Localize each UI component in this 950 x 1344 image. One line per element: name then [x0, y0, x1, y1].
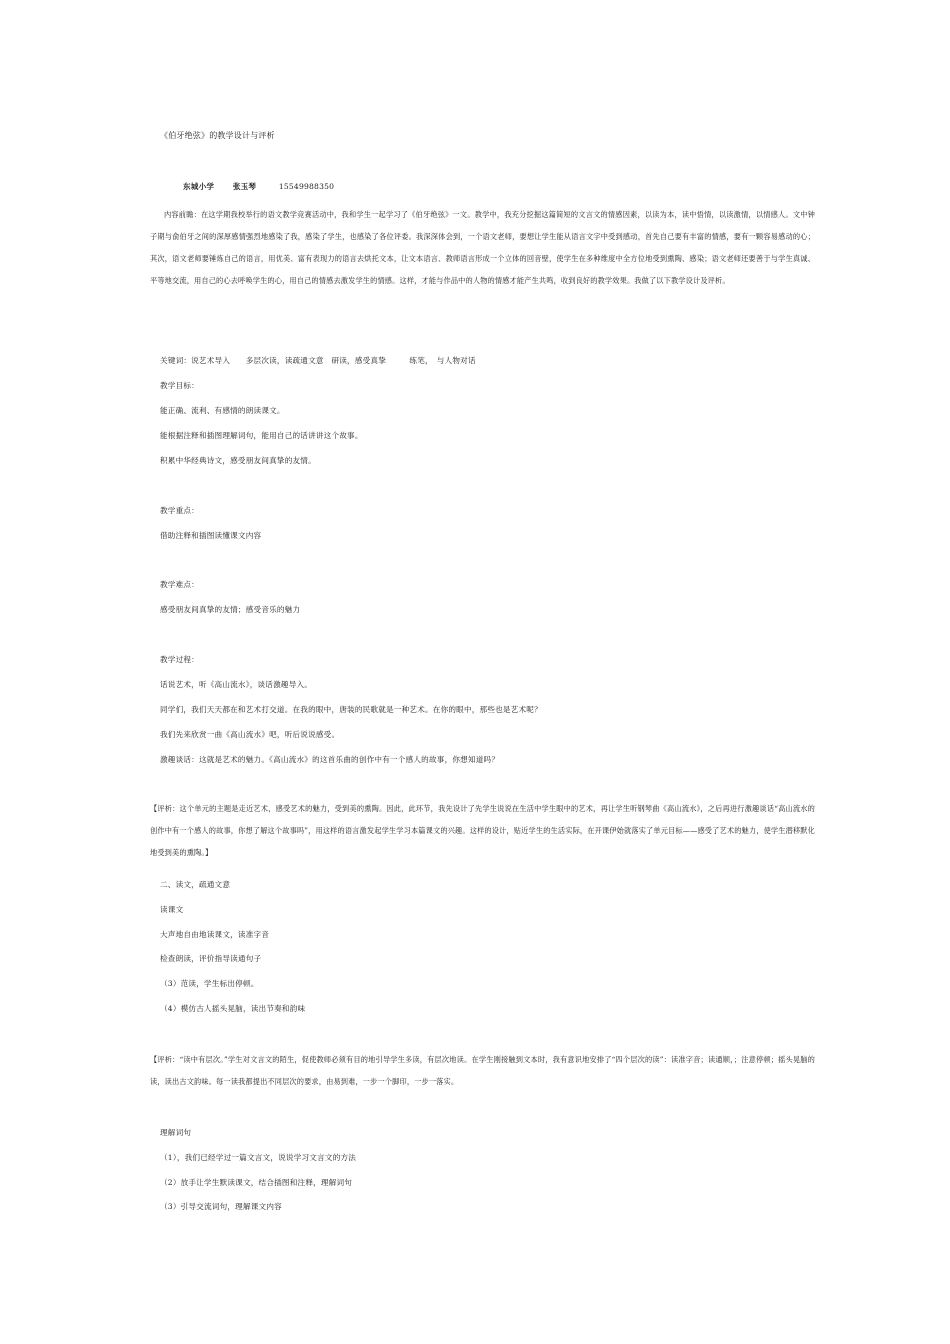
process-item: 话说艺术，听《高山流水》，谈话激趣导入。 — [160, 680, 313, 689]
keywords-line: 关键词：说艺术导入 多层次读，读疏通文意 研读，感受真挚 练笔， 与人物对话 — [160, 356, 476, 365]
section2-item: 读课文 — [160, 905, 184, 914]
objectives-heading: 教学目标： — [160, 381, 199, 390]
difficulty-heading: 教学难点： — [160, 580, 199, 589]
process-item: 我们先来欣赏一曲《高山流水》吧，听后说说感受。 — [160, 730, 340, 739]
process-item: 激趣谈话：这就是艺术的魅力。《高山流水》的这首乐曲的创作中有一个感人的故事，你想知道吗？ — [160, 755, 500, 764]
section3-item: （3）引导交流词句，理解课文内容 — [160, 1202, 282, 1211]
focus-text: 借助注释和插图读懂课文内容 — [160, 531, 262, 540]
objective-item: 能正确、流利、有感情的朗读课文。 — [160, 406, 285, 415]
section2-item: （4）模仿古人摇头晃脑，读出节奏和韵味 — [160, 1004, 306, 1013]
section2-item: 检查朗读，评价指导读通句子 — [160, 954, 262, 963]
author-line — [183, 182, 350, 192]
comment-paragraph: 【评析：这个单元的主题是走近艺术，感受艺术的魅力，受到美的熏陶。因此，此环节，我先设计了先学生说说在生活中学生眼中的艺术，再让学生听钢琴曲《高山流水》，之后再进行激趣谈话“高山流水的创作中有一个感人的故事，你想了解这个故事吗”，用这样的语言激发起学生学习本篇课文的兴趣。这样的设计，贴近学生的生活实际，在开课伊始就落实了单元目标——感受了艺术的魅力，使学生潜移默化地受到美的熏陶。】 — [150, 804, 815, 857]
author-phone: 15549988350 — [278, 182, 335, 191]
objective-item: 积累中华经典诗文，感受朋友间真挚的友情。 — [160, 456, 316, 465]
section2-heading: 二、读文，疏通文意 — [160, 880, 231, 889]
section3-heading: 理解词句 — [160, 1128, 192, 1137]
author-name: 张玉琴 — [232, 182, 257, 191]
process-item: 同学们，我们天天都在和艺术打交道。在我的眼中，唐装的民歌就是一种艺术。在你的眼中，那些也是艺术呢？ — [160, 705, 542, 714]
process-heading: 教学过程： — [160, 655, 199, 664]
intro-paragraph: 内容前瞻：在这学期我校举行的语文教学竞赛活动中，我和学生一起学习了《伯牙绝弦》一文。教学中，我充分挖掘这篇简短的文言文的情感因素，以读为本，读中悟情，以读激情，以情感人。文中钟子期与俞伯牙之间的深厚感情强烈地感染了我，感染了学生，也感染了各位评委。我深深体会到，一个语文老师，要想让学生能从语言文字中受到感动，首先自己要有丰富的情感，要有一颗容易感动的心；其次，语文老师要锤炼自己的语言，用优美、富有表现力的语言去烘托文本，让文本语言、教师语言形成一个立体的回音壁，使学生在多种维度中全方位地受到熏陶、感染；语文老师还要善于与学生真诚、平等地交流，用自己的心去呼唤学生的心，用自己的情感去激发学生的情感。这样，才能与作品中的人物的情感才能产生共鸣，收到良好的教学效果。我做了以下教学设计及评析。 — [150, 210, 815, 285]
comment-paragraph: 【评析：“读中有层次。”学生对文言文的陌生，促使教师必须有目的地引导学生多读，有层次地读。在学生刚接触到文本时，我有意识地安排了“四个层次的读”：读准字音；读通顺，；注意停顿；摇头晃脑的读，读出古文韵味。每一读我都提出不同层次的要求，由易到难，一步一个脚印，一步一落实。 — [150, 1055, 815, 1086]
section2-item: 大声地自由地读课文，读准字音 — [160, 930, 270, 939]
section3-item: （2）放手让学生默读课文，结合插图和注释，理解词句 — [160, 1178, 353, 1187]
focus-heading: 教学重点： — [160, 506, 199, 515]
objective-item: 能根据注释和插图理解词句，能用自己的话讲讲这个故事。 — [160, 431, 363, 440]
section2-item: （3）范读，学生标出停顿。 — [160, 979, 259, 988]
section3-item: （1），我们已经学过一篇文言文，说说学习文言文的方法 — [160, 1153, 357, 1162]
author-school: 东城小学 — [183, 182, 215, 191]
difficulty-text: 感受朋友间真挚的友情；感受音乐的魅力 — [160, 605, 301, 614]
document-title: 《伯牙绝弦》的教学设计与评析 — [160, 131, 275, 140]
